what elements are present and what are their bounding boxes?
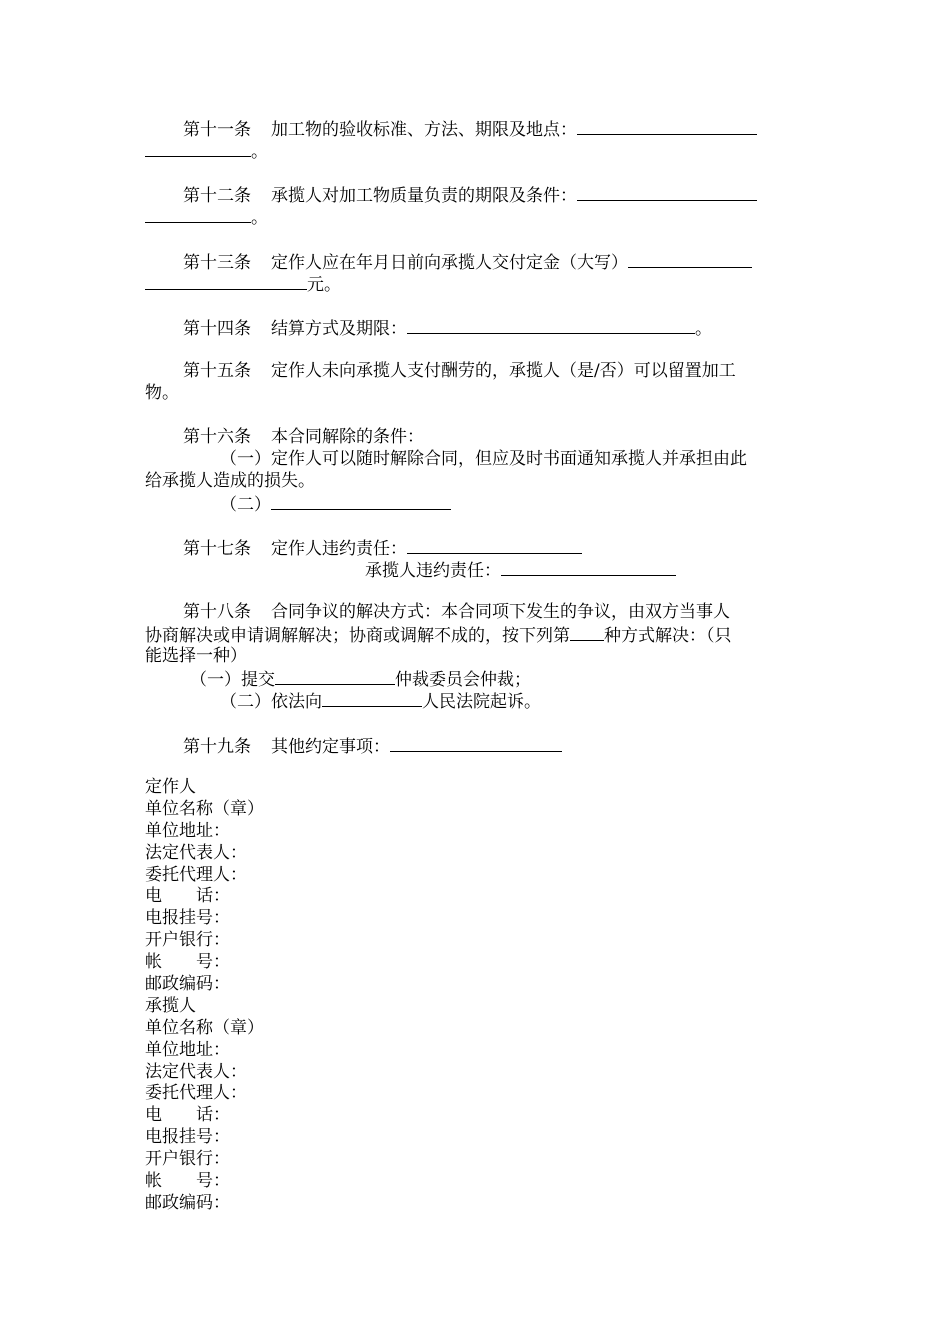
party-a-field: 委托代理人： — [145, 864, 247, 885]
article-text: 本合同解除的条件： — [271, 427, 424, 447]
fill-blank[interactable] — [628, 250, 752, 268]
fill-blank[interactable] — [501, 558, 676, 576]
clause-item-2: （二）依法向 — [220, 692, 322, 712]
article-text: 定作人应在年月日前向承揽人交付定金（大写） — [271, 253, 628, 273]
fill-blank[interactable] — [407, 536, 582, 554]
party-a-field: 邮政编码： — [145, 974, 230, 995]
fill-blank[interactable] — [407, 316, 695, 334]
clause-item-1: （一）提交 — [190, 670, 275, 690]
fill-blank[interactable] — [145, 272, 307, 290]
party-b-field: 委托代理人： — [145, 1083, 247, 1104]
party-b-field: 法定代表人： — [145, 1061, 247, 1082]
article-17 — [145, 536, 805, 580]
article-end: 。 — [251, 208, 268, 228]
article-14 — [145, 316, 805, 338]
clause-item-1: （一）定作人可以随时解除合同，但应及时书面通知承揽人并承担由此 — [220, 449, 747, 469]
article-text: 定作人未向承揽人支付酬劳的，承揽人（是/否）可以留置加工 — [271, 361, 736, 381]
fill-blank[interactable] — [577, 183, 757, 201]
party-b-field: 电 话： — [145, 1105, 230, 1126]
article-12 — [145, 183, 805, 227]
article-text-cont: 协商解决或申请调解解决；协商或调解不成的，按下列第 — [145, 626, 570, 646]
party-b-field: 邮政编码： — [145, 1192, 230, 1213]
clause-item-2: （二） — [220, 495, 271, 515]
article-16 — [145, 426, 805, 514]
article-number: 第十六条 — [183, 427, 251, 447]
fill-blank[interactable] — [275, 667, 395, 685]
article-text: 加工物的验收标准、方法、期限及地点： — [271, 120, 577, 140]
article-text-2: 承揽人违约责任： — [365, 561, 501, 581]
fill-blank[interactable] — [145, 139, 251, 157]
article-number: 第十三条 — [183, 253, 251, 273]
party-a-field: 电报挂号： — [145, 908, 230, 929]
article-number: 第十四条 — [183, 319, 251, 339]
fill-blank[interactable] — [271, 492, 451, 510]
article-end: 。 — [251, 142, 268, 162]
article-text: 结算方式及期限： — [271, 319, 407, 339]
party-a-title: 定作人 — [145, 777, 196, 797]
fill-blank[interactable] — [322, 689, 422, 707]
clause-item-1-cont: 仲裁委员会仲裁； — [395, 670, 531, 690]
article-text: 定作人违约责任： — [271, 539, 407, 559]
party-b-field: 电报挂号： — [145, 1127, 230, 1148]
article-end: 元。 — [307, 275, 341, 295]
article-text-cont: 物。 — [145, 383, 179, 403]
party-a-field: 帐 号： — [145, 952, 230, 973]
article-number: 第十七条 — [183, 539, 251, 559]
fill-blank[interactable] — [390, 734, 562, 752]
clause-item-2-cont: 人民法院起诉。 — [422, 692, 541, 712]
article-text-cont: 能选择一种） — [145, 646, 247, 666]
article-number: 第十五条 — [183, 361, 251, 381]
article-19 — [145, 734, 805, 756]
party-b-field: 单位地址： — [145, 1039, 230, 1060]
article-number: 第十九条 — [183, 737, 251, 757]
party-b-title: 承揽人 — [145, 995, 196, 1016]
party-a-field: 单位名称（章） — [145, 798, 264, 819]
fill-blank[interactable] — [577, 117, 757, 135]
party-b-field: 帐 号： — [145, 1171, 230, 1192]
article-15 — [145, 360, 805, 404]
party-a-field: 电 话： — [145, 886, 230, 907]
article-text: 其他约定事项： — [271, 737, 390, 757]
clause-item-1-cont: 给承揽人造成的损失。 — [145, 471, 315, 491]
party-b-field: 单位名称（章） — [145, 1017, 264, 1038]
article-text-cont: 种方式解决：（只 — [604, 626, 732, 646]
article-text: 承揽人对加工物质量负责的期限及条件： — [271, 186, 577, 206]
party-b-field: 开户银行： — [145, 1149, 230, 1170]
article-number: 第十八条 — [183, 602, 251, 622]
article-text: 合同争议的解决方式：本合同项下发生的争议，由双方当事人 — [271, 602, 730, 622]
article-11 — [145, 117, 805, 161]
article-13 — [145, 250, 805, 294]
party-a-field: 法定代表人： — [145, 842, 247, 863]
fill-blank[interactable] — [570, 623, 604, 641]
party-a-field: 单位地址： — [145, 820, 230, 841]
party-a-info — [145, 777, 545, 1215]
article-number: 第十一条 — [183, 120, 251, 140]
article-number: 第十二条 — [183, 186, 251, 206]
fill-blank[interactable] — [145, 205, 251, 223]
article-end: 。 — [695, 319, 712, 339]
party-a-field: 开户银行： — [145, 930, 230, 951]
article-18 — [145, 601, 805, 711]
